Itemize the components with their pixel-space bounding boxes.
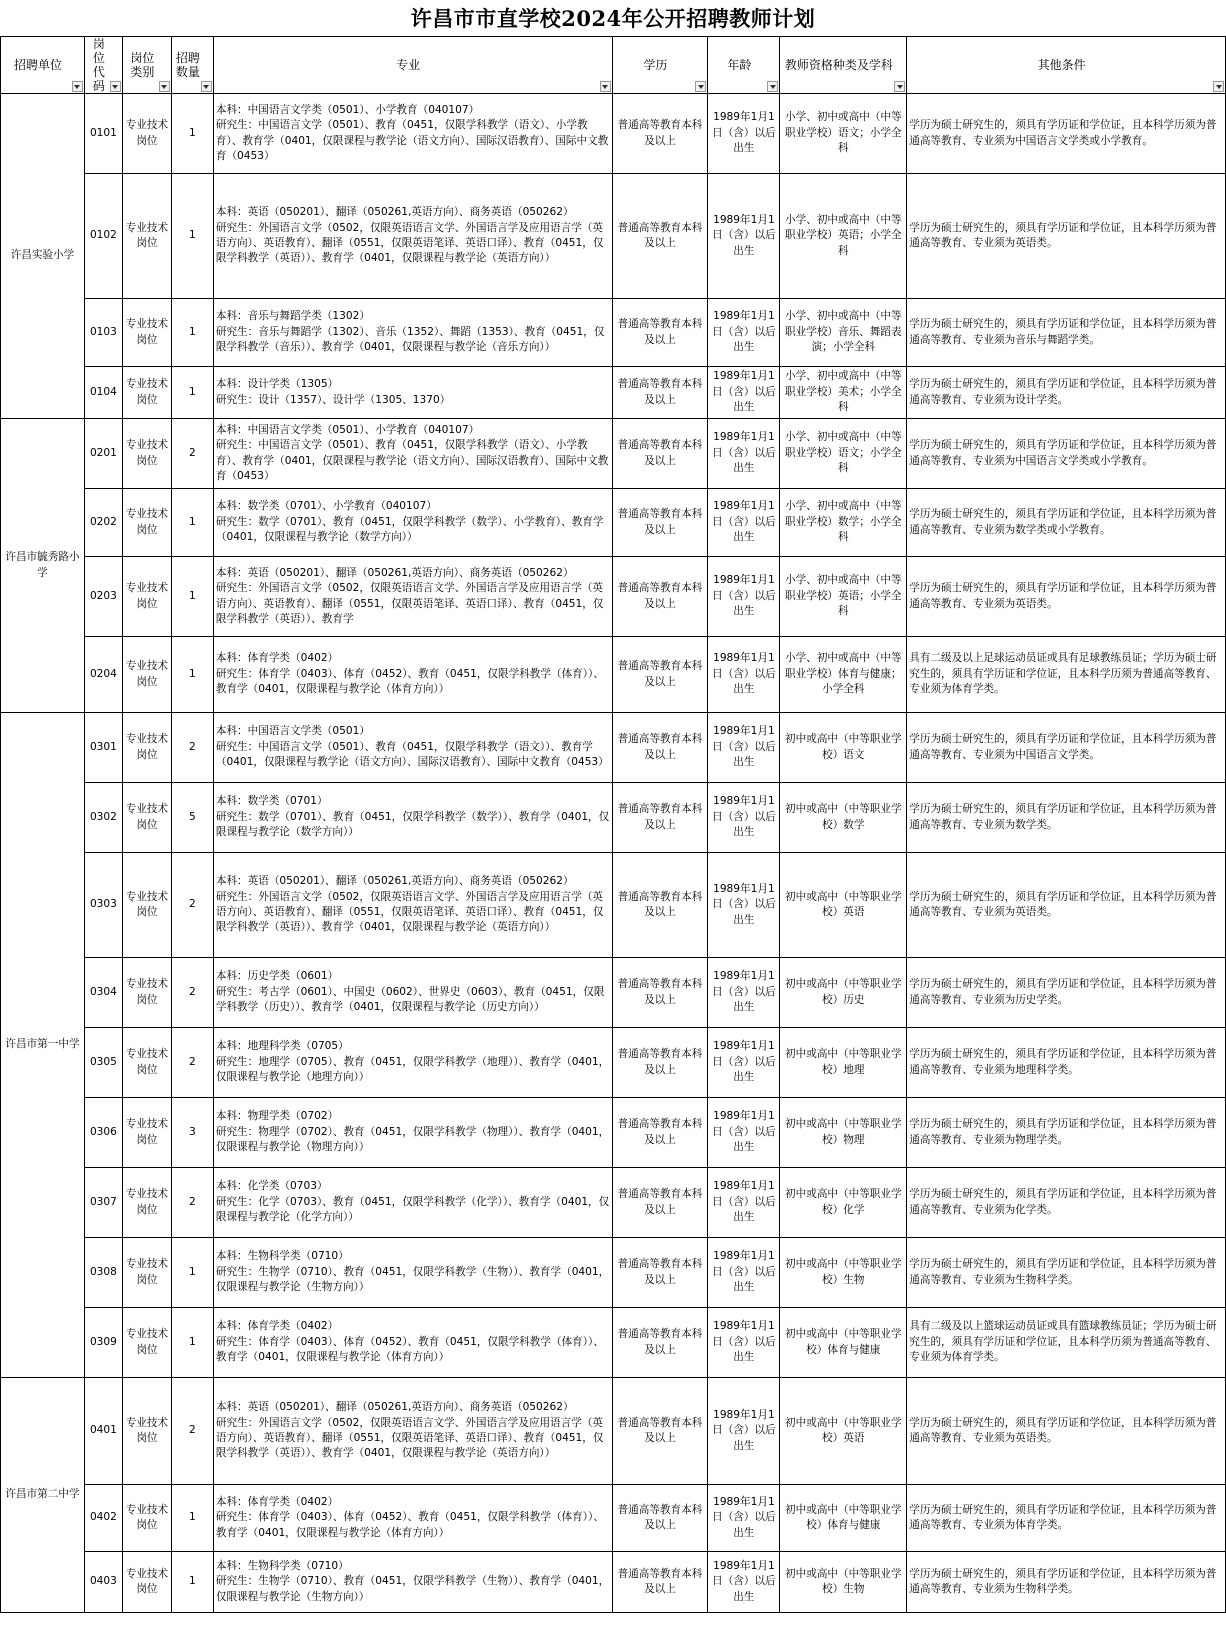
code-cell[interactable]: 0103 xyxy=(84,299,122,367)
major-undergrad-line: 本科：历史学类（0601） xyxy=(215,970,339,983)
count-cell[interactable]: 2 xyxy=(171,713,213,783)
code-cell[interactable]: 0201 xyxy=(84,419,122,489)
code-cell[interactable]: 0304 xyxy=(84,958,122,1028)
major-undergrad-line: 本科：数学类（0701） xyxy=(215,795,328,808)
category-cell[interactable]: 专业技术岗位 xyxy=(122,1485,171,1552)
other-conditions-cell[interactable]: 学历为硕士研究生的，须具有学历证和学位证，且本科学历须为普通高等教育、专业须为中国语言文学类或小学教育。 xyxy=(907,419,1226,489)
other-conditions-cell[interactable]: 学历为硕士研究生的，须具有学历证和学位证，且本科学历须为普通高等教育、专业须为英语类。 xyxy=(907,853,1226,958)
category-cell[interactable]: 专业技术岗位 xyxy=(122,1098,171,1168)
major-graduate-line: 研究生：生物学（0710）、教育（0451，仅限学科教学（生物））、教育学（0401，仅限课程与教学论（生物方向）） xyxy=(215,1575,610,1603)
major-cell[interactable] xyxy=(213,419,612,489)
other-conditions-cell[interactable]: 学历为硕士研究生的，须具有学历证和学位证，且本科学历须为普通高等教育、专业须为英语类。 xyxy=(907,557,1226,637)
table-row xyxy=(1,713,1226,783)
category-cell[interactable]: 专业技术岗位 xyxy=(122,94,171,174)
count-cell[interactable]: 1 xyxy=(171,1238,213,1308)
education-cell[interactable]: 普通高等教育本科及以上 xyxy=(612,367,708,419)
education-cell[interactable]: 普通高等教育本科及以上 xyxy=(612,1168,708,1238)
certificate-cell[interactable]: 小学、初中或高中（中等职业学校）体育与健康；小学全科 xyxy=(780,637,907,713)
code-cell[interactable]: 0104 xyxy=(84,367,122,419)
table-row xyxy=(1,94,1226,174)
other-conditions-cell[interactable]: 学历为硕士研究生的，须具有学历证和学位证，且本科学历须为普通高等教育、专业须为英语类。 xyxy=(907,174,1226,299)
major-cell[interactable] xyxy=(213,299,612,367)
category-cell[interactable]: 专业技术岗位 xyxy=(122,367,171,419)
header-code: 岗位代码 xyxy=(84,37,122,94)
other-conditions-cell[interactable]: 学历为硕士研究生的，须具有学历证和学位证，且本科学历须为普通高等教育、专业须为历史学类。 xyxy=(907,958,1226,1028)
table-row xyxy=(1,783,1226,853)
code-cell[interactable]: 0301 xyxy=(84,713,122,783)
category-cell[interactable]: 专业技术岗位 xyxy=(122,174,171,299)
category-cell[interactable]: 专业技术岗位 xyxy=(122,299,171,367)
education-cell[interactable]: 普通高等教育本科及以上 xyxy=(612,1485,708,1552)
education-cell[interactable]: 普通高等教育本科及以上 xyxy=(612,1028,708,1098)
other-conditions-cell[interactable]: 学历为硕士研究生的，须具有学历证和学位证，且本科学历须为普通高等教育、专业须为生物科学类。 xyxy=(907,1552,1226,1613)
major-graduate-line: 研究生：中国语言文学（0501）、教育（0451，仅限学科教学（语文）、小学教育）、教育学（0401，仅限课程与教学论（语文方向）、国际汉语教育）、国际中文教育（0453） xyxy=(215,119,609,162)
code-cell[interactable]: 0102 xyxy=(84,174,122,299)
table-row xyxy=(1,299,1226,367)
major-graduate-line: 研究生：中国语言文学（0501）、教育（0451，仅限学科教学（语文）、小学教育）、教育学（0401，仅限课程与教学论（语文方向）、国际汉语教育）、国际中文教育（0453） xyxy=(215,439,609,482)
other-conditions-cell[interactable]: 学历为硕士研究生的，须具有学历证和学位证，且本科学历须为普通高等教育、专业须为体育学类。 xyxy=(907,1485,1226,1552)
code-cell[interactable]: 0202 xyxy=(84,489,122,557)
age-cell[interactable]: 1989年1月1日（含）以后出生 xyxy=(708,94,780,174)
major-undergrad-line: 本科：化学类（0703） xyxy=(215,1180,328,1193)
major-cell[interactable] xyxy=(213,1485,612,1552)
major-cell[interactable] xyxy=(213,1378,612,1485)
education-cell[interactable]: 普通高等教育本科及以上 xyxy=(612,489,708,557)
major-undergrad-line: 本科：设计学类（1305） xyxy=(215,378,339,391)
major-undergrad-line: 本科：英语（050201）、翻译（050261,英语方向）、商务英语（050262） xyxy=(215,875,574,888)
other-conditions-cell[interactable]: 学历为硕士研究生的，须具有学历证和学位证，且本科学历须为普通高等教育、专业须为音乐与舞蹈学类。 xyxy=(907,299,1226,367)
major-undergrad-line: 本科：中国语言文学类（0501） xyxy=(215,725,370,738)
count-cell[interactable]: 5 xyxy=(171,783,213,853)
certificate-cell[interactable]: 小学、初中或高中（中等职业学校）英语；小学全科 xyxy=(780,174,907,299)
major-undergrad-line: 本科：音乐与舞蹈学类（1302） xyxy=(215,310,370,323)
major-undergrad-line: 本科：英语（050201）、翻译（050261,英语方向）、商务英语（050262） xyxy=(215,566,574,579)
certificate-cell[interactable]: 初中或高中（中等职业学校）体育与健康 xyxy=(780,1308,907,1378)
code-cell[interactable]: 0308 xyxy=(84,1238,122,1308)
other-conditions-cell[interactable]: 学历为硕士研究生的，须具有学历证和学位证，且本科学历须为普通高等教育、专业须为物理学类。 xyxy=(907,1098,1226,1168)
major-undergrad-line: 本科：英语（050201）、翻译（050261,英语方向）、商务英语（050262） xyxy=(215,206,574,219)
age-cell[interactable]: 1989年1月1日（含）以后出生 xyxy=(708,713,780,783)
age-cell[interactable]: 1989年1月1日（含）以后出生 xyxy=(708,958,780,1028)
other-conditions-cell[interactable]: 学历为硕士研究生的，须具有学历证和学位证，且本科学历须为普通高等教育、专业须为英语类。 xyxy=(907,1378,1226,1485)
code-cell[interactable]: 0402 xyxy=(84,1485,122,1552)
header-category: 岗位类别 xyxy=(122,37,171,94)
table-row xyxy=(1,367,1226,419)
count-cell[interactable]: 2 xyxy=(171,853,213,958)
certificate-cell[interactable]: 初中或高中（中等职业学校）生物 xyxy=(780,1238,907,1308)
age-cell[interactable]: 1989年1月1日（含）以后出生 xyxy=(708,299,780,367)
major-graduate-line: 研究生：地理学（0705）、教育（0451，仅限学科教学（地理））、教育学（0401，仅限课程与教学论（地理方向）） xyxy=(215,1055,610,1084)
age-cell[interactable]: 1989年1月1日（含）以后出生 xyxy=(708,637,780,713)
unit-name-cell[interactable]: 许昌市第一中学 xyxy=(1,713,85,1378)
filter-dropdown-icon[interactable] xyxy=(201,81,212,92)
major-cell[interactable] xyxy=(213,958,612,1028)
certificate-cell[interactable]: 小学、初中或高中（中等职业学校）语文；小学全科 xyxy=(780,419,907,489)
age-cell[interactable]: 1989年1月1日（含）以后出生 xyxy=(708,557,780,637)
header-count: 招聘数量 xyxy=(171,37,213,94)
table-row xyxy=(1,1485,1226,1552)
certificate-cell[interactable]: 初中或高中（中等职业学校）数学 xyxy=(780,783,907,853)
major-cell[interactable] xyxy=(213,489,612,557)
age-cell[interactable]: 1989年1月1日（含）以后出生 xyxy=(708,1028,780,1098)
major-undergrad-line: 本科：生物科学类（0710） xyxy=(215,1250,349,1263)
major-graduate-line: 研究生：数学（0701）、教育（0451，仅限学科教学（数学）、小学教育）、教育学（0401，仅限课程与教学论（数学方向）） xyxy=(215,515,604,544)
major-graduate-line: 研究生：中国语言文学（0501）、教育（0451，仅限学科教学（语文））、教育学（0401，仅限课程与教学论（语文方向）、国际汉语教育）、国际中文教育（0453） xyxy=(215,740,609,769)
unit-name-cell[interactable]: 许昌实验小学 xyxy=(1,94,85,419)
category-cell[interactable]: 专业技术岗位 xyxy=(122,1168,171,1238)
category-cell[interactable]: 专业技术岗位 xyxy=(122,853,171,958)
major-graduate-line: 研究生：化学（0703）、教育（0451，仅限学科教学（化学））、教育学（0401，仅限课程与教学论（化学方向）） xyxy=(215,1195,610,1224)
filter-dropdown-icon[interactable] xyxy=(110,81,121,92)
education-cell[interactable]: 普通高等教育本科及以上 xyxy=(612,557,708,637)
major-cell[interactable] xyxy=(213,1098,612,1168)
age-cell[interactable]: 1989年1月1日（含）以后出生 xyxy=(708,1308,780,1378)
major-cell[interactable] xyxy=(213,174,612,299)
table-row xyxy=(1,1098,1226,1168)
count-cell[interactable]: 1 xyxy=(171,94,213,174)
header-row xyxy=(1,37,1226,94)
table-row xyxy=(1,1378,1226,1485)
table-row xyxy=(1,1168,1226,1238)
header-age: 年龄 xyxy=(708,37,780,94)
certificate-cell[interactable]: 小学、初中或高中（中等职业学校）语文；小学全科 xyxy=(780,94,907,174)
unit-name-cell[interactable]: 许昌市第二中学 xyxy=(1,1378,85,1613)
major-graduate-line: 研究生：物理学（0702）、教育（0451，仅限学科教学（物理））、教育学（0401，仅限课程与教学论（物理方向）） xyxy=(215,1125,610,1154)
count-cell[interactable]: 2 xyxy=(171,958,213,1028)
education-cell[interactable]: 普通高等教育本科及以上 xyxy=(612,958,708,1028)
header-major: 专业 xyxy=(213,37,612,94)
certificate-cell[interactable]: 初中或高中（中等职业学校）物理 xyxy=(780,1098,907,1168)
filter-dropdown-icon[interactable] xyxy=(72,81,83,92)
certificate-cell[interactable]: 初中或高中（中等职业学校）英语 xyxy=(780,853,907,958)
certificate-cell[interactable]: 小学、初中或高中（中等职业学校）音乐、舞蹈表演；小学全科 xyxy=(780,299,907,367)
recruitment-table xyxy=(0,36,1226,1613)
count-cell[interactable]: 1 xyxy=(171,1485,213,1552)
education-cell[interactable]: 普通高等教育本科及以上 xyxy=(612,174,708,299)
major-cell[interactable] xyxy=(213,94,612,174)
code-cell[interactable]: 0306 xyxy=(84,1098,122,1168)
age-cell[interactable]: 1989年1月1日（含）以后出生 xyxy=(708,1552,780,1613)
certificate-cell[interactable]: 小学、初中或高中（中等职业学校）英语；小学全科 xyxy=(780,557,907,637)
major-undergrad-line: 本科：数学类（0701）、小学教育（040107） xyxy=(215,500,437,513)
age-cell[interactable]: 1989年1月1日（含）以后出生 xyxy=(708,783,780,853)
education-cell[interactable]: 普通高等教育本科及以上 xyxy=(612,853,708,958)
filter-dropdown-icon[interactable] xyxy=(695,81,706,92)
major-cell[interactable] xyxy=(213,1308,612,1378)
count-cell[interactable]: 1 xyxy=(171,367,213,419)
major-undergrad-line: 本科：地理科学类（0705） xyxy=(215,1040,349,1053)
major-undergrad-line: 本科：英语（050201）、翻译（050261,英语方向）、商务英语（050262） xyxy=(215,1401,574,1414)
major-graduate-line: 研究生：外国语言文学（0502，仅限英语语言文学、外国语言学及应用语言学（英语方向）、英语教育）、翻译（0551，仅限英语笔译、英语口译）、教育（0451，仅限学科教学（英语））、教育学（0401，仅限课程与教学论（英语方向）） xyxy=(215,1416,604,1460)
table-row xyxy=(1,419,1226,489)
major-cell[interactable] xyxy=(213,783,612,853)
major-cell[interactable] xyxy=(213,557,612,637)
category-cell[interactable]: 专业技术岗位 xyxy=(122,1378,171,1485)
major-cell[interactable] xyxy=(213,1238,612,1308)
age-cell[interactable]: 1989年1月1日（含）以后出生 xyxy=(708,1238,780,1308)
education-cell[interactable]: 普通高等教育本科及以上 xyxy=(612,637,708,713)
category-cell[interactable]: 专业技术岗位 xyxy=(122,1552,171,1613)
table-row xyxy=(1,557,1226,637)
filter-dropdown-icon[interactable] xyxy=(159,81,170,92)
major-graduate-line: 研究生：音乐与舞蹈学（1302）、音乐（1352）、舞蹈（1353）、教育（0451，仅限学科教学（音乐））、教育学（0401，仅限课程与教学论（音乐方向）） xyxy=(215,325,605,354)
major-undergrad-line: 本科：中国语言文学类（0501）、小学教育（040107） xyxy=(215,423,480,436)
code-cell[interactable]: 0403 xyxy=(84,1552,122,1613)
header-cert: 教师资格种类及学科 xyxy=(780,37,907,94)
category-cell[interactable]: 专业技术岗位 xyxy=(122,958,171,1028)
education-cell[interactable]: 普通高等教育本科及以上 xyxy=(612,713,708,783)
certificate-cell[interactable]: 小学、初中或高中（中等职业学校）数学；小学全科 xyxy=(780,489,907,557)
table-row xyxy=(1,489,1226,557)
category-cell[interactable]: 专业技术岗位 xyxy=(122,1308,171,1378)
unit-name-cell[interactable]: 许昌市毓秀路小学 xyxy=(1,419,85,713)
table-row xyxy=(1,1552,1226,1613)
education-cell[interactable]: 普通高等教育本科及以上 xyxy=(612,1238,708,1308)
age-cell[interactable]: 1989年1月1日（含）以后出生 xyxy=(708,853,780,958)
major-cell[interactable] xyxy=(213,1168,612,1238)
count-cell[interactable]: 1 xyxy=(171,174,213,299)
code-cell[interactable]: 0401 xyxy=(84,1378,122,1485)
education-cell[interactable]: 普通高等教育本科及以上 xyxy=(612,94,708,174)
header-unit: 招聘单位 xyxy=(1,37,85,94)
header-other: 其他条件 xyxy=(907,37,1226,94)
major-cell[interactable] xyxy=(213,637,612,713)
certificate-cell[interactable]: 初中或高中（中等职业学校）化学 xyxy=(780,1168,907,1238)
major-cell[interactable] xyxy=(213,713,612,783)
other-conditions-cell[interactable]: 学历为硕士研究生的，须具有学历证和学位证，且本科学历须为普通高等教育、专业须为地理科学类。 xyxy=(907,1028,1226,1098)
table-row xyxy=(1,958,1226,1028)
code-cell[interactable]: 0307 xyxy=(84,1168,122,1238)
table-row xyxy=(1,1308,1226,1378)
table-row xyxy=(1,1028,1226,1098)
count-cell[interactable]: 2 xyxy=(171,1028,213,1098)
education-cell[interactable]: 普通高等教育本科及以上 xyxy=(612,419,708,489)
table-row xyxy=(1,174,1226,299)
count-cell[interactable]: 1 xyxy=(171,637,213,713)
filter-dropdown-icon[interactable] xyxy=(767,81,778,92)
category-cell[interactable]: 专业技术岗位 xyxy=(122,419,171,489)
table-body xyxy=(1,94,1226,1613)
major-graduate-line: 研究生：外国语言文学（0502，仅限英语语言文学、外国语言学及应用语言学（英语方向）、英语教育）、翻译（0551，仅限英语笔译、英语口译）、教育（0451，仅限学科教学（英语））、教育学 xyxy=(215,582,604,625)
table-row xyxy=(1,637,1226,713)
major-graduate-line: 研究生：设计（1357）、设计学（1305、1370） xyxy=(215,393,451,406)
education-cell[interactable]: 普通高等教育本科及以上 xyxy=(612,299,708,367)
count-cell[interactable]: 1 xyxy=(171,1308,213,1378)
major-undergrad-line: 本科：中国语言文学类（0501）、小学教育（040107） xyxy=(215,103,480,116)
major-cell[interactable] xyxy=(213,367,612,419)
education-cell[interactable]: 普通高等教育本科及以上 xyxy=(612,1308,708,1378)
other-conditions-cell[interactable]: 学历为硕士研究生的，须具有学历证和学位证，且本科学历须为普通高等教育、专业须为生物科学类。 xyxy=(907,1238,1226,1308)
code-cell[interactable]: 0302 xyxy=(84,783,122,853)
major-cell[interactable] xyxy=(213,1552,612,1613)
count-cell[interactable]: 1 xyxy=(171,557,213,637)
category-cell[interactable]: 专业技术岗位 xyxy=(122,1238,171,1308)
filter-dropdown-icon[interactable] xyxy=(1213,81,1224,92)
other-conditions-cell[interactable]: 学历为硕士研究生的，须具有学历证和学位证，且本科学历须为普通高等教育、专业须为数学类。 xyxy=(907,783,1226,853)
count-cell[interactable]: 2 xyxy=(171,1168,213,1238)
major-cell[interactable] xyxy=(213,853,612,958)
code-cell[interactable]: 0204 xyxy=(84,637,122,713)
age-cell[interactable]: 1989年1月1日（含）以后出生 xyxy=(708,1168,780,1238)
code-cell[interactable]: 0101 xyxy=(84,94,122,174)
age-cell[interactable]: 1989年1月1日（含）以后出生 xyxy=(708,367,780,419)
other-conditions-cell[interactable]: 学历为硕士研究生的，须具有学历证和学位证，且本科学历须为普通高等教育、专业须为设计学类。 xyxy=(907,367,1226,419)
other-conditions-cell[interactable]: 学历为硕士研究生的，须具有学历证和学位证，且本科学历须为普通高等教育、专业须为化学类。 xyxy=(907,1168,1226,1238)
age-cell[interactable]: 1989年1月1日（含）以后出生 xyxy=(708,1485,780,1552)
certificate-cell[interactable]: 初中或高中（中等职业学校）英语 xyxy=(780,1378,907,1485)
category-cell[interactable]: 专业技术岗位 xyxy=(122,783,171,853)
certificate-cell[interactable]: 初中或高中（中等职业学校）历史 xyxy=(780,958,907,1028)
certificate-cell[interactable]: 初中或高中（中等职业学校）地理 xyxy=(780,1028,907,1098)
category-cell[interactable]: 专业技术岗位 xyxy=(122,637,171,713)
count-cell[interactable]: 3 xyxy=(171,1098,213,1168)
category-cell[interactable]: 专业技术岗位 xyxy=(122,489,171,557)
count-cell[interactable]: 2 xyxy=(171,419,213,489)
count-cell[interactable]: 1 xyxy=(171,1552,213,1613)
certificate-cell[interactable]: 初中或高中（中等职业学校）体育与健康 xyxy=(780,1485,907,1552)
education-cell[interactable]: 普通高等教育本科及以上 xyxy=(612,1552,708,1613)
certificate-cell[interactable]: 初中或高中（中等职业学校）语文 xyxy=(780,713,907,783)
age-cell[interactable]: 1989年1月1日（含）以后出生 xyxy=(708,1098,780,1168)
other-conditions-cell[interactable]: 学历为硕士研究生的，须具有学历证和学位证，且本科学历须为普通高等教育、专业须为中国语言文学类或小学教育。 xyxy=(907,94,1226,174)
major-undergrad-line: 本科：生物科学类（0710） xyxy=(215,1559,349,1572)
certificate-cell[interactable]: 小学、初中或高中（中等职业学校）美术；小学全科 xyxy=(780,367,907,419)
code-cell[interactable]: 0305 xyxy=(84,1028,122,1098)
other-conditions-cell[interactable]: 学历为硕士研究生的，须具有学历证和学位证，且本科学历须为普通高等教育、专业须为数学类或小学教育。 xyxy=(907,489,1226,557)
other-conditions-cell[interactable]: 具有二级及以上篮球运动员证或具有篮球教练员证；学历为硕士研究生的，须具有学历证和学位证，且本科学历须为普通高等教育、专业须为体育学类。 xyxy=(907,1308,1226,1378)
certificate-cell[interactable]: 初中或高中（中等职业学校）生物 xyxy=(780,1552,907,1613)
table-row xyxy=(1,853,1226,958)
filter-dropdown-icon[interactable] xyxy=(894,81,905,92)
count-cell[interactable]: 2 xyxy=(171,1378,213,1485)
education-cell[interactable]: 普通高等教育本科及以上 xyxy=(612,783,708,853)
major-cell[interactable] xyxy=(213,1028,612,1098)
category-cell[interactable]: 专业技术岗位 xyxy=(122,1028,171,1098)
major-undergrad-line: 本科：物理学类（0702） xyxy=(215,1110,339,1123)
major-graduate-line: 研究生：体育学（0403）、体育（0452）、教育（0451，仅限学科教学（体育））、教育学（0401，仅限课程与教学论（体育方向）） xyxy=(215,667,604,696)
code-cell[interactable]: 0303 xyxy=(84,853,122,958)
major-undergrad-line: 本科：体育学类（0402） xyxy=(215,1320,339,1333)
category-cell[interactable]: 专业技术岗位 xyxy=(122,557,171,637)
sheet-title: 许昌市市直学校2024年公开招聘教师计划 xyxy=(410,6,816,31)
other-conditions-cell[interactable]: 具有二级及以上足球运动员证或具有足球教练员证；学历为硕士研究生的，须具有学历证和学位证，且本科学历须为普通高等教育、专业须为体育学类。 xyxy=(907,637,1226,713)
count-cell[interactable]: 1 xyxy=(171,489,213,557)
major-graduate-line: 研究生：考古学（0601）、中国史（0602）、世界史（0603）、教育（0451，仅限学科教学（历史））、教育学（0401，仅限课程与教学论（历史方向）） xyxy=(215,985,605,1014)
education-cell[interactable]: 普通高等教育本科及以上 xyxy=(612,1378,708,1485)
other-conditions-cell[interactable]: 学历为硕士研究生的，须具有学历证和学位证，且本科学历须为普通高等教育、专业须为中国语言文学类。 xyxy=(907,713,1226,783)
major-graduate-line: 研究生：外国语言文学（0502，仅限英语语言文学、外国语言学及应用语言学（英语方向）、英语教育）、翻译（0551，仅限英语笔译、英语口译）、教育（0451，仅限学科教学（英语））、教育学（0401，仅限课程与教学论（英语方向）） xyxy=(215,221,604,265)
category-cell[interactable]: 专业技术岗位 xyxy=(122,713,171,783)
age-cell[interactable]: 1989年1月1日（含）以后出生 xyxy=(708,489,780,557)
major-undergrad-line: 本科：体育学类（0402） xyxy=(215,1495,339,1508)
education-cell[interactable]: 普通高等教育本科及以上 xyxy=(612,1098,708,1168)
age-cell[interactable]: 1989年1月1日（含）以后出生 xyxy=(708,419,780,489)
table-row xyxy=(1,1238,1226,1308)
major-graduate-line: 研究生：体育学（0403）、体育（0452）、教育（0451，仅限学科教学（体育））、教育学（0401，仅限课程与教学论（体育方向）） xyxy=(215,1511,604,1539)
major-graduate-line: 研究生：生物学（0710）、教育（0451，仅限学科教学（生物））、教育学（0401，仅限课程与教学论（生物方向）） xyxy=(215,1265,610,1294)
age-cell[interactable]: 1989年1月1日（含）以后出生 xyxy=(708,174,780,299)
major-undergrad-line: 本科：体育学类（0402） xyxy=(215,652,339,665)
header-edu: 学历 xyxy=(612,37,708,94)
count-cell[interactable]: 1 xyxy=(171,299,213,367)
code-cell[interactable]: 0309 xyxy=(84,1308,122,1378)
code-cell[interactable]: 0203 xyxy=(84,557,122,637)
filter-dropdown-icon[interactable] xyxy=(600,81,611,92)
major-graduate-line: 研究生：数学（0701）、教育（0451，仅限学科教学（数学））、教育学（0401，仅限课程与教学论（数学方向）） xyxy=(215,810,610,839)
major-graduate-line: 研究生：体育学（0403）、体育（0452）、教育（0451，仅限学科教学（体育））、教育学（0401，仅限课程与教学论（体育方向）） xyxy=(215,1335,604,1364)
age-cell[interactable]: 1989年1月1日（含）以后出生 xyxy=(708,1378,780,1485)
major-graduate-line: 研究生：外国语言文学（0502，仅限英语语言文学、外国语言学及应用语言学（英语方向）、英语教育）、翻译（0551，仅限英语笔译、英语口译）、教育（0451，仅限学科教学（英语））、教育学（0401，仅限课程与教学论（英语方向）） xyxy=(215,890,604,934)
